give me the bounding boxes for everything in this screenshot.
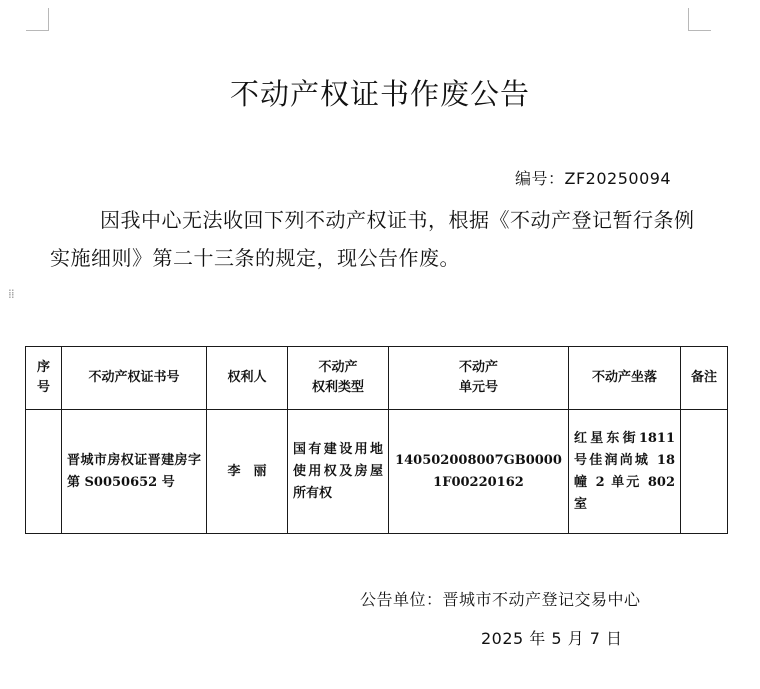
- page-corner-mark-top-left: [26, 8, 49, 31]
- cell-right-type: 国有建设用地使用权及房屋所有权: [288, 410, 389, 534]
- issue-date: 2025 年 5 月 7 日: [481, 629, 623, 648]
- document-number: 编号：ZF20250094: [515, 169, 672, 188]
- issuer-line: 公告单位：晋城市不动产登记交易中心: [360, 590, 641, 609]
- header-serial: 序 号: [26, 347, 62, 410]
- document-title: 不动产权证书作废公告: [229, 77, 530, 111]
- header-holder: 权利人: [207, 347, 288, 410]
- header-remarks: 备注: [681, 347, 728, 410]
- table-row: [26, 410, 728, 534]
- header-location: 不动产坐落: [569, 347, 681, 410]
- notice-table: [25, 346, 728, 534]
- cell-unit-no: 140502008007GB00001F00220162: [389, 410, 569, 534]
- table-header-row: [26, 347, 728, 410]
- header-right-type: 不动产 权利类型: [288, 347, 389, 410]
- page-corner-mark-top-right: [688, 8, 711, 31]
- cell-location: 红星东街1811 号佳润尚城 18 幢 2 单元 802 室: [569, 410, 681, 534]
- header-cert-no: 不动产权证书号: [62, 347, 207, 410]
- cell-holder: 李 丽: [207, 410, 288, 534]
- cell-serial: [26, 410, 62, 534]
- cell-cert-no: 晋城市房权证晋建房字第 S0050652 号: [62, 410, 207, 534]
- header-unit-no: 不动产 单元号: [389, 347, 569, 410]
- table-move-handle-icon[interactable]: ⁞⁞: [8, 287, 14, 301]
- notice-body: 因我中心无法收回下列不动产权证书，根据《不动产登记暂行条例实施细则》第二十三条的规定，现公告作废。: [50, 208, 695, 270]
- cell-remarks: [681, 410, 728, 534]
